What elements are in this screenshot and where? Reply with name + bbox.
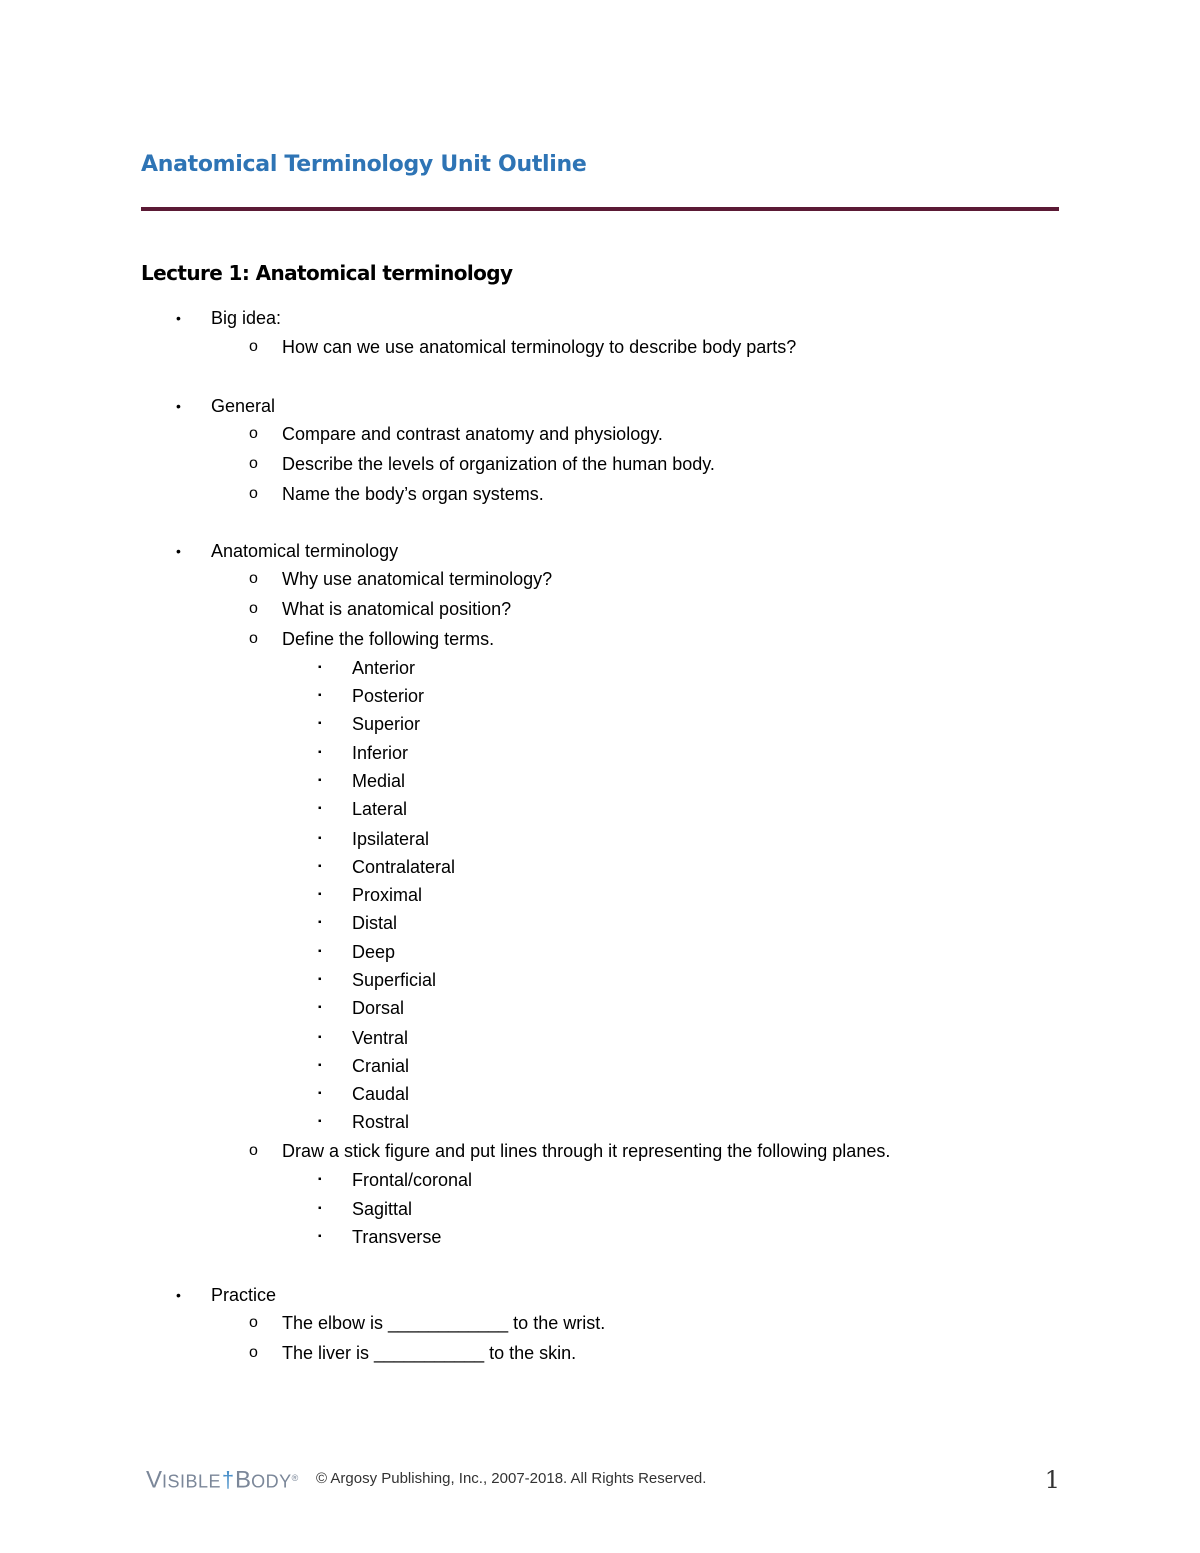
square-bullet-icon: ▪: [318, 803, 322, 814]
square-bullet-icon: ▪: [318, 833, 322, 844]
subitem-text: What is anatomical position?: [282, 599, 512, 619]
term-text: Superficial: [352, 970, 437, 990]
square-bullet-icon: ▪: [318, 917, 322, 928]
lecture-heading: Lecture 1: Anatomical terminology: [141, 261, 513, 285]
term-text: Superior: [352, 714, 421, 734]
square-bullet-icon: ▪: [318, 662, 322, 673]
subitem-text: Name the body’s organ systems.: [282, 484, 544, 504]
term-text: Posterior: [352, 686, 425, 706]
item-label: Anatomical terminology: [211, 541, 399, 561]
square-bullet-icon: ▪: [318, 1116, 322, 1127]
square-bullet-icon: ▪: [318, 889, 322, 900]
term-text: Contralateral: [352, 857, 456, 877]
item-label: Big idea:: [211, 308, 282, 328]
square-bullet-icon: ▪: [318, 747, 322, 758]
circle-bullet-icon: o: [249, 425, 258, 442]
logo-letters: ISIBLE: [162, 1471, 222, 1492]
square-bullet-icon: ▪: [318, 1002, 322, 1013]
plane-text: Transverse: [352, 1227, 442, 1247]
term-text: Anterior: [352, 658, 416, 678]
square-bullet-icon: ▪: [318, 1174, 322, 1185]
subitem-text: How can we use anatomical terminology to describe body parts?: [282, 337, 797, 357]
square-bullet-icon: ▪: [318, 1088, 322, 1099]
term-text: Caudal: [352, 1084, 410, 1104]
term-text: Inferior: [352, 743, 409, 763]
body-figure-icon: †: [221, 1467, 235, 1493]
subitem-text: Describe the levels of organization of the human body.: [282, 454, 715, 474]
document-title: Anatomical Terminology Unit Outline: [141, 152, 587, 177]
circle-bullet-icon: o: [249, 600, 258, 617]
term-text: Ventral: [352, 1028, 409, 1048]
term-text: Cranial: [352, 1056, 410, 1076]
subitem-text: Why use anatomical terminology?: [282, 569, 553, 589]
circle-bullet-icon: o: [249, 570, 258, 587]
title-divider: [141, 207, 1059, 211]
term-text: Proximal: [352, 885, 423, 905]
circle-bullet-icon: o: [249, 630, 258, 647]
circle-bullet-icon: o: [249, 338, 258, 355]
bullet-icon: •: [176, 543, 181, 559]
bullet-icon: •: [176, 398, 181, 414]
square-bullet-icon: ▪: [318, 718, 322, 729]
logo-letter: V: [146, 1466, 163, 1494]
square-bullet-icon: ▪: [318, 974, 322, 985]
visible-body-logo: [146, 1462, 298, 1494]
subitem-text: Define the following terms.: [282, 629, 495, 649]
registered-mark: ®: [291, 1473, 299, 1483]
practice-question: The elbow is ____________ to the wrist.: [282, 1313, 606, 1333]
term-text: Distal: [352, 913, 398, 933]
circle-bullet-icon: o: [249, 1142, 258, 1159]
term-text: Lateral: [352, 799, 408, 819]
square-bullet-icon: ▪: [318, 1231, 322, 1242]
square-bullet-icon: ▪: [318, 1060, 322, 1071]
bullet-icon: •: [176, 310, 181, 326]
copyright-notice: © Argosy Publishing, Inc., 2007-2018. All Rights Reserved.: [316, 1470, 707, 1487]
practice-question: The liver is ___________ to the skin.: [282, 1343, 577, 1363]
circle-bullet-icon: o: [249, 455, 258, 472]
square-bullet-icon: ▪: [318, 775, 322, 786]
circle-bullet-icon: o: [249, 1314, 258, 1331]
subitem-text: Draw a stick figure and put lines through it representing the following planes.: [282, 1141, 891, 1161]
square-bullet-icon: ▪: [318, 1032, 322, 1043]
term-text: Rostral: [352, 1112, 410, 1132]
circle-bullet-icon: o: [249, 1344, 258, 1361]
logo-letters: ODY: [251, 1471, 292, 1492]
term-text: Dorsal: [352, 998, 405, 1018]
bullet-icon: •: [176, 1287, 181, 1303]
square-bullet-icon: ▪: [318, 690, 322, 701]
subitem-text: Compare and contrast anatomy and physiology.: [282, 424, 663, 444]
logo-letter: B: [235, 1466, 252, 1494]
plane-text: Sagittal: [352, 1199, 413, 1219]
term-text: Deep: [352, 942, 396, 962]
item-label: General: [211, 396, 276, 416]
term-text: Medial: [352, 771, 406, 791]
square-bullet-icon: ▪: [318, 946, 322, 957]
term-text: Ipsilateral: [352, 829, 430, 849]
plane-text: Frontal/coronal: [352, 1170, 473, 1190]
page-number: 1: [1044, 1466, 1060, 1494]
circle-bullet-icon: o: [249, 485, 258, 502]
item-label: Practice: [211, 1285, 277, 1305]
square-bullet-icon: ▪: [318, 861, 322, 872]
square-bullet-icon: ▪: [318, 1203, 322, 1214]
